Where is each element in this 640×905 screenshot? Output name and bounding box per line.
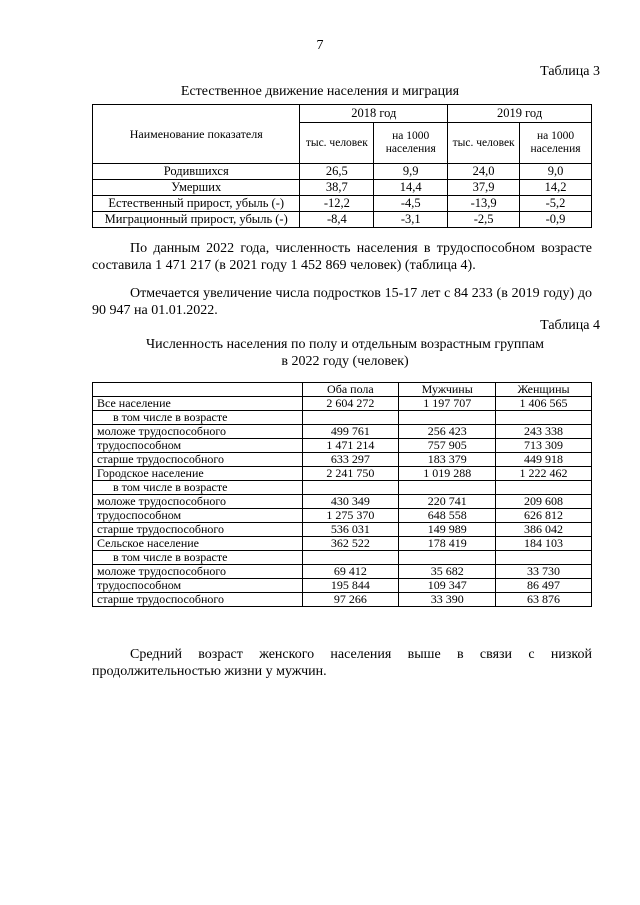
table3-title: Естественное движение населения и миграция [180, 84, 460, 99]
table-row [93, 397, 592, 411]
table-row [93, 495, 592, 509]
row-label: Миграционный прирост, убыль (-) [93, 212, 300, 228]
cell: -2,5 [448, 212, 520, 228]
paragraph-teenagers: Отмечается увеличение числа подростков 15-17 лет с 84 233 (в 2019 году) до 90 947 на 01.01.2022. [92, 286, 592, 318]
cell: 14,2 [520, 180, 592, 196]
cell: 536 031 [302, 523, 399, 537]
cell: 633 297 [302, 453, 399, 467]
cell: 183 379 [399, 453, 496, 467]
cell: 499 761 [302, 425, 399, 439]
cell [302, 411, 399, 425]
table-row [93, 481, 592, 495]
cell: 243 338 [496, 425, 592, 439]
cell: 430 349 [302, 495, 399, 509]
column-header: Мужчины [399, 383, 496, 397]
cell: 386 042 [496, 523, 592, 537]
table-row [93, 411, 592, 425]
cell: 178 419 [399, 537, 496, 551]
row-label: Умерших [93, 180, 300, 196]
cell: 69 412 [302, 565, 399, 579]
cell: 97 266 [302, 593, 399, 607]
table-row [93, 180, 592, 196]
cell [302, 551, 399, 565]
cell: 362 522 [302, 537, 399, 551]
cell: 86 497 [496, 579, 592, 593]
cell: 209 608 [496, 495, 592, 509]
table3-header-indicator: Наименование показателя [93, 105, 300, 164]
cell: 109 347 [399, 579, 496, 593]
cell: 149 989 [399, 523, 496, 537]
table4 [92, 382, 592, 607]
table3-unit: на 1000 населения [374, 123, 448, 164]
table3-header-row [93, 105, 592, 123]
row-label: в том числе в возрасте [93, 411, 303, 425]
cell: 2 241 750 [302, 467, 399, 481]
table3-year-2018: 2018 год [300, 105, 448, 123]
row-label: в том числе в возрасте [93, 551, 303, 565]
cell: -12,2 [300, 196, 374, 212]
table-row [93, 212, 592, 228]
table-row [93, 579, 592, 593]
cell: -8,4 [300, 212, 374, 228]
cell: 1 275 370 [302, 509, 399, 523]
row-label: моложе трудоспособного [93, 565, 303, 579]
cell: 35 682 [399, 565, 496, 579]
cell: 1 406 565 [496, 397, 592, 411]
header-blank [93, 383, 303, 397]
cell: 1 222 462 [496, 467, 592, 481]
row-label: Естественный прирост, убыль (-) [93, 196, 300, 212]
cell: 2 604 272 [302, 397, 399, 411]
column-header: Оба пола [302, 383, 399, 397]
row-label: трудоспособном [93, 509, 303, 523]
cell: 757 905 [399, 439, 496, 453]
table4-title [110, 336, 580, 370]
table-row [93, 439, 592, 453]
row-label: моложе трудоспособного [93, 425, 303, 439]
table4-label: Таблица 4 [540, 318, 600, 333]
cell: -4,5 [374, 196, 448, 212]
cell: 220 741 [399, 495, 496, 509]
table3-unit: тыс. человек [300, 123, 374, 164]
cell: -0,9 [520, 212, 592, 228]
table-row [93, 523, 592, 537]
cell: 256 423 [399, 425, 496, 439]
table-row [93, 425, 592, 439]
cell: 449 918 [496, 453, 592, 467]
row-label: старше трудоспособного [93, 453, 303, 467]
row-label: трудоспособном [93, 579, 303, 593]
cell: -13,9 [448, 196, 520, 212]
row-label: Городское население [93, 467, 303, 481]
cell: 9,9 [374, 164, 448, 180]
table-row [93, 593, 592, 607]
table3-unit: на 1000 населения [520, 123, 592, 164]
row-label: Родившихся [93, 164, 300, 180]
cell [496, 551, 592, 565]
row-label: Все население [93, 397, 303, 411]
cell: 195 844 [302, 579, 399, 593]
row-label: старше трудоспособного [93, 593, 303, 607]
column-header: Женщины [496, 383, 592, 397]
cell [496, 411, 592, 425]
table-row [93, 565, 592, 579]
table3-year-2019: 2019 год [448, 105, 592, 123]
table-row [93, 196, 592, 212]
table4-header-row [93, 383, 592, 397]
row-label: Сельское население [93, 537, 303, 551]
cell: 37,9 [448, 180, 520, 196]
cell: 648 558 [399, 509, 496, 523]
cell: 63 876 [496, 593, 592, 607]
table-row [93, 537, 592, 551]
table-row [93, 467, 592, 481]
table3 [92, 104, 592, 228]
cell: 184 103 [496, 537, 592, 551]
cell: 14,4 [374, 180, 448, 196]
cell: 24,0 [448, 164, 520, 180]
table-row [93, 164, 592, 180]
table4-body [93, 383, 592, 607]
table4-title-line2: в 2022 году (человек) [281, 354, 409, 369]
row-label: старше трудоспособного [93, 523, 303, 537]
row-label: в том числе в возрасте [93, 481, 303, 495]
cell [399, 551, 496, 565]
cell: 38,7 [300, 180, 374, 196]
cell: 713 309 [496, 439, 592, 453]
paragraph-female-age: Средний возраст женского населения выше в связи с низкой продолжительностью жизни у мужчин. [92, 647, 592, 679]
cell [399, 481, 496, 495]
table-row [93, 453, 592, 467]
cell: 33 390 [399, 593, 496, 607]
table-row [93, 551, 592, 565]
cell: 1 197 707 [399, 397, 496, 411]
page-number: 7 [316, 38, 324, 53]
cell: 1 019 288 [399, 467, 496, 481]
cell [496, 481, 592, 495]
table-row [93, 509, 592, 523]
cell: -5,2 [520, 196, 592, 212]
cell: 626 812 [496, 509, 592, 523]
cell: 1 471 214 [302, 439, 399, 453]
row-label: трудоспособном [93, 439, 303, 453]
table3-label: Таблица 3 [540, 64, 600, 79]
cell [399, 411, 496, 425]
cell: -3,1 [374, 212, 448, 228]
cell: 33 730 [496, 565, 592, 579]
paragraph-working-age: По данным 2022 года, численность населения в трудоспособном возрасте составила 1 471 217 (в 2021 году 1 452 869 человек) (таблица 4). [92, 241, 592, 273]
row-label: моложе трудоспособного [93, 495, 303, 509]
cell: 9,0 [520, 164, 592, 180]
table4-title-line1: Численность населения по полу и отдельным возрастным группам [146, 337, 544, 352]
cell: 26,5 [300, 164, 374, 180]
cell [302, 481, 399, 495]
table3-unit: тыс. человек [448, 123, 520, 164]
